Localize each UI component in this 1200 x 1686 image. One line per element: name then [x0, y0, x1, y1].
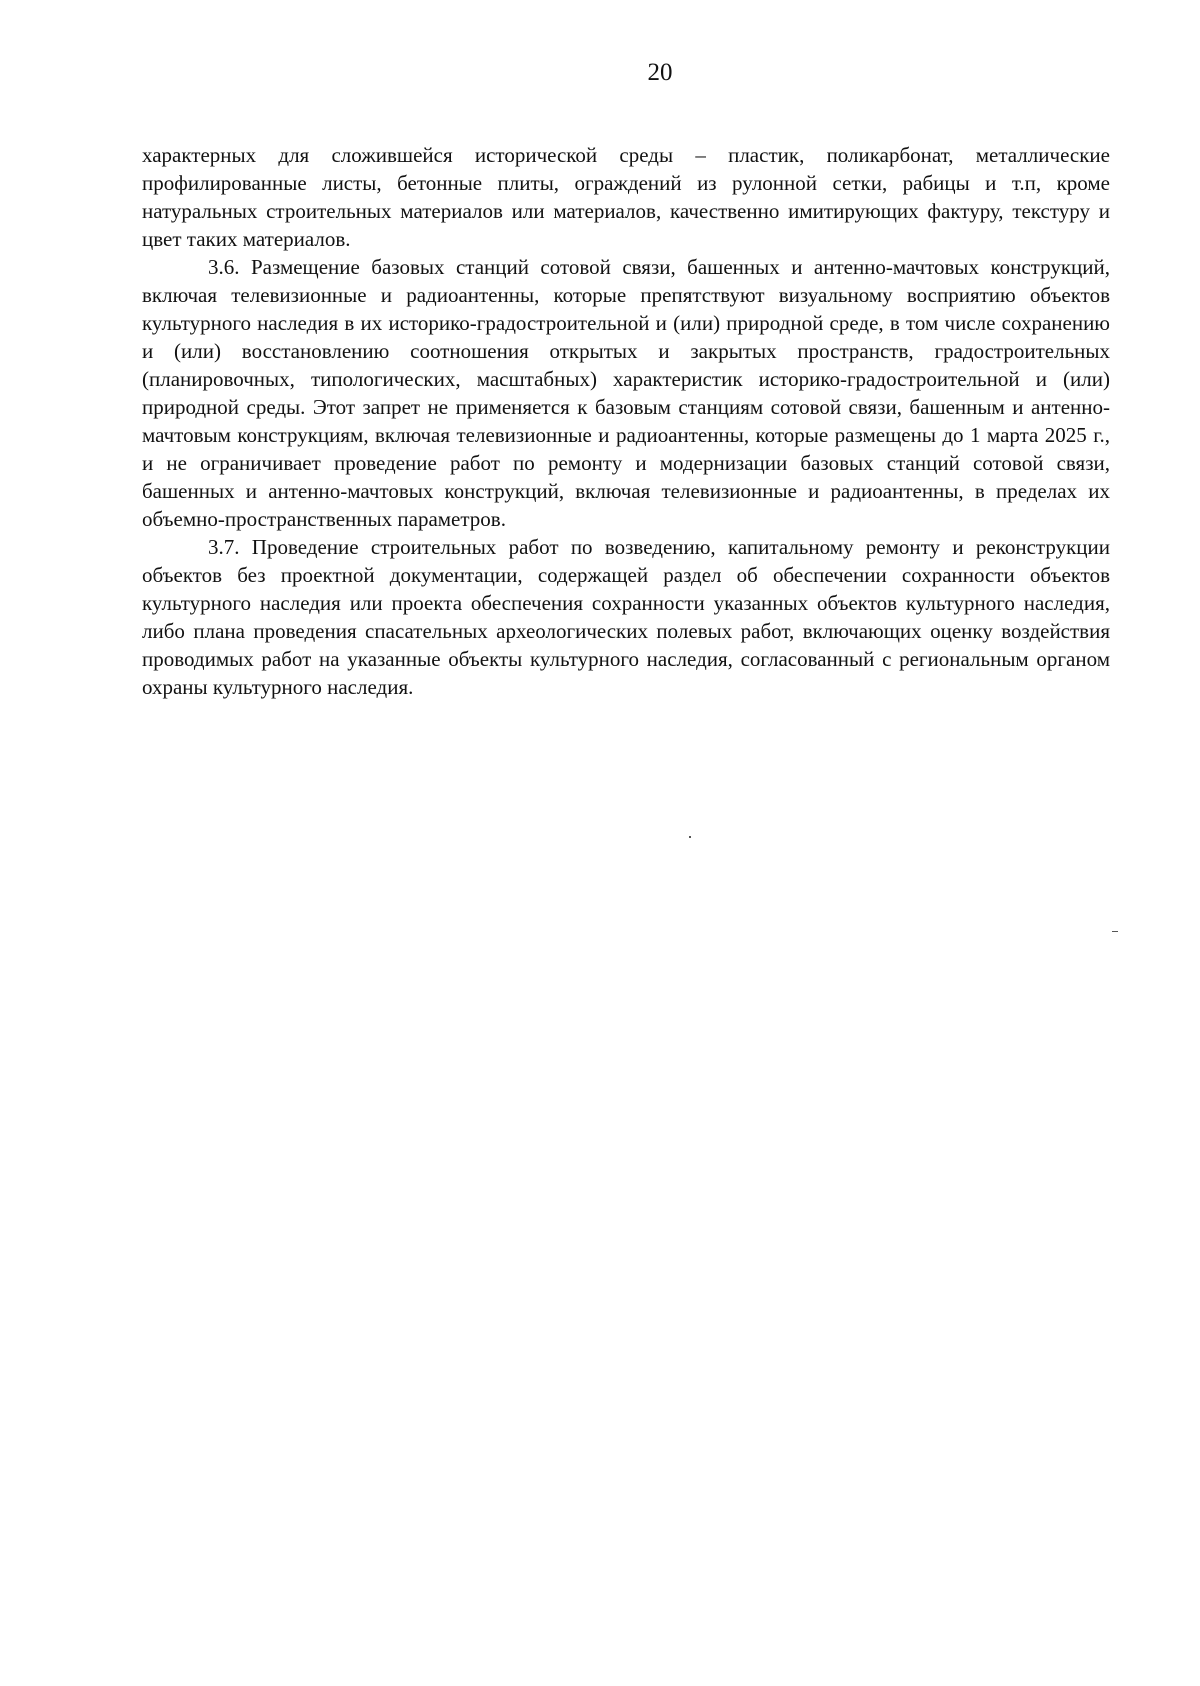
document-body: [142, 141, 1110, 701]
page-number: 20: [647, 59, 673, 86]
paragraph-clause-3-7: 3.7. Проведение строительных работ по возведению, капитальному ремонту и реконструкции объектов без проектной документации, содержащей раздел об обеспечении сохранности объектов культурного наследия или проекта обеспечения сохранности указанных объектов культурного наследия, либо плана проведения спасательных археологических полевых работ, включающих оценку воздействия проводимых работ на указанные объекты культурного наследия, согласованный с региональным органом охраны культурного наследия.: [142, 535, 1110, 699]
scan-speck: [689, 836, 691, 838]
paragraph-clause-3-6: 3.6. Размещение базовых станций сотовой связи, башенных и антенно-мачтовых конструкций, включая телевизионные и радиоантенны, которые препятствуют визуальному восприятию объектов культурного наследия в их историко-градостроительной и (или) природной среде, в том числе сохранению и (или) восстановлению соотношения открытых и закрытых пространств, градостроительных (планировочных, типологических, масштабных) характеристик историко-градостроительной и (или) природной среды. Этот запрет не применяется к базовым станциям сотовой связи, башенным и антенно-мачтовым конструкциям, включая телевизионные и радиоантенны, которые размещены до 1 марта 2025 г., и не ограничивает проведение работ по ремонту и модернизации базовых станций сотовой связи, башенных и антенно-мачтовых конструкций, включая телевизионные и радиоантенны, в пределах их объемно-пространственных параметров.: [142, 255, 1110, 531]
scan-speck: [1112, 931, 1118, 932]
paragraph-continuation: характерных для сложившейся исторической среды – пластик, поликарбонат, металлические профилированные листы, бетонные плиты, ограждений из рулонной сетки, рабицы и т.п, кроме натуральных строительных материалов или материалов, качественно имитирующих фактуру, текстуру и цвет таких материалов.: [142, 143, 1110, 251]
